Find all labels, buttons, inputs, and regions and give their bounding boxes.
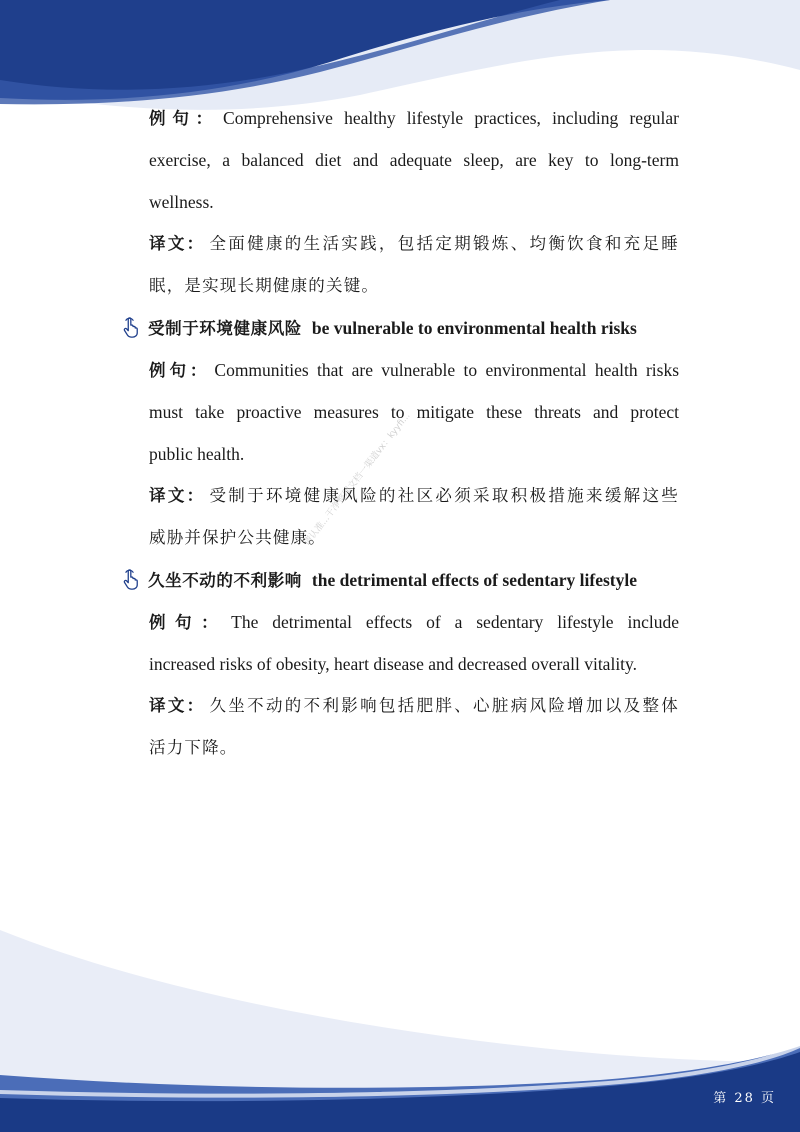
example-line: wellness. <box>149 192 214 212</box>
translation-line: 活力下降。 <box>149 738 238 757</box>
translation-3 <box>149 685 679 769</box>
term-chinese: 久坐不动的不利影响 <box>148 571 302 590</box>
term-chinese: 受制于环境健康风险 <box>148 319 302 338</box>
term-heading-3 <box>120 559 680 601</box>
example-line: Communities that are vulnerable to environmental health risks <box>214 360 680 380</box>
example-line: exercise, a balanced diet and adequate sleep, are key to long-term <box>149 150 679 170</box>
example-sentence-3 <box>149 601 679 685</box>
hand-pointer-icon <box>120 316 142 338</box>
term-english: be vulnerable to environmental health risks <box>311 318 637 338</box>
example-line: Comprehensive healthy lifestyle practices, including regular <box>223 108 679 128</box>
example-label: 例句： <box>149 361 211 380</box>
translation-label: 译文： <box>149 696 206 715</box>
example-label: 例句： <box>149 109 220 128</box>
translation-2 <box>149 475 679 559</box>
translation-1 <box>149 223 679 307</box>
term-english: the detrimental effects of sedentary lifestyle <box>311 570 637 590</box>
term-heading-2 <box>120 307 680 349</box>
translation-label: 译文： <box>149 234 206 253</box>
example-sentence-1 <box>149 97 679 223</box>
example-sentence-2 <box>149 349 679 475</box>
example-line: increased risks of obesity, heart disease and decreased overall vitality. <box>149 654 638 674</box>
translation-label: 译文： <box>149 486 206 505</box>
example-line: public health. <box>149 444 245 464</box>
watermark: 请认准...干净整理文档一渠道vx：kyyfi... <box>302 411 413 549</box>
page-number: 第 28 页 <box>713 1091 776 1106</box>
translation-line: 威胁并保护公共健康。 <box>149 528 326 547</box>
example-label: 例句： <box>149 613 228 632</box>
hand-pointer-icon <box>120 568 142 590</box>
example-line: The detrimental effects of a sedentary lifestyle include <box>231 612 679 632</box>
translation-line: 久坐不动的不利影响包括肥胖、心脏病风险增加以及整体 <box>209 696 679 715</box>
translation-line: 全面健康的生活实践，包括定期锻炼、均衡饮食和充足睡 <box>209 234 679 253</box>
translation-line: 受制于环境健康风险的社区必须采取积极措施来缓解这些 <box>209 486 679 505</box>
translation-line: 眠，是实现长期健康的关键。 <box>149 276 380 295</box>
example-line: must take proactive measures to mitigate these threats and protect <box>149 402 679 422</box>
